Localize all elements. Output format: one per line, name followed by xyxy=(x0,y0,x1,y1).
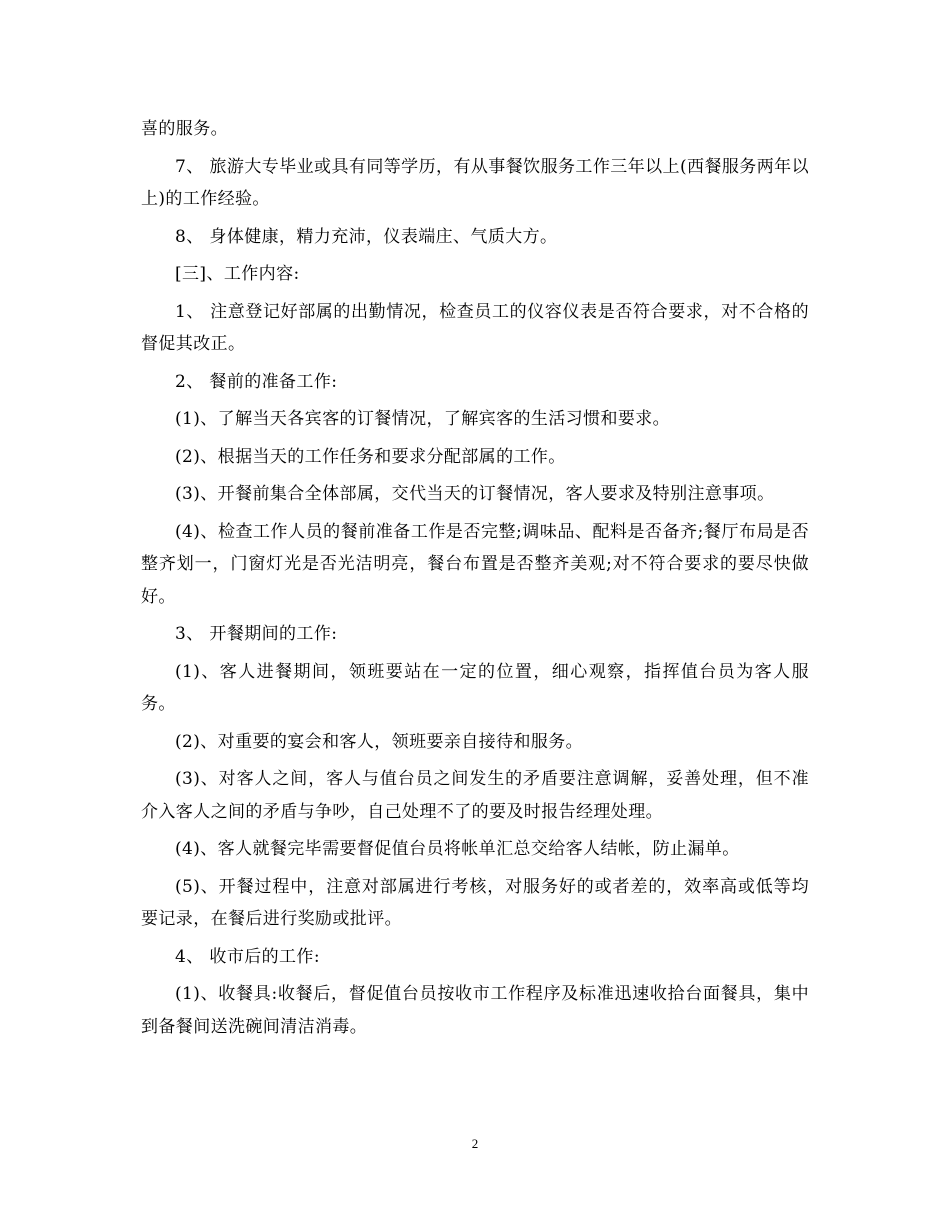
paragraph: (5)、开餐过程中，注意对部属进行考核，对服务好的或者差的，效率高或低等均要记录，在餐后进行奖励或批评。 xyxy=(141,876,809,929)
paragraph: 7、 旅游大专毕业或具有同等学历，有从事餐饮服务工作三年以上(西餐服务两年以上)的工作经验。 xyxy=(141,156,809,209)
paragraph: (4)、客人就餐完毕需要督促值台员将帐单汇总交给客人结帐，防止漏单。 xyxy=(175,839,740,859)
paragraph: (1)、客人进餐期间，领班要站在一定的位置，细心观察，指挥值台员为客人服务。 xyxy=(141,661,809,714)
page-number: 2 xyxy=(471,1136,479,1151)
paragraph: (3)、开餐前集合全体部属，交代当天的订餐情况，客人要求及特别注意事项。 xyxy=(175,484,775,504)
paragraph: (1)、了解当天各宾客的订餐情况，了解宾客的生活习惯和要求。 xyxy=(175,409,671,429)
paragraph: (2)、对重要的宴会和客人，领班要亲自接待和服务。 xyxy=(175,731,584,752)
paragraph: (4)、检查工作人员的餐前准备工作是否完整;调味品、配料是否备齐;餐厅布局是否整齐划一，门窗灯光是否光洁明亮，餐台布置是否整齐美观;对不符合要求的要尽快做好。 xyxy=(141,521,809,607)
paragraph: 1、 注意登记好部属的出勤情况，检查员工的仪容仪表是否符合要求，对不合格的督促其改正。 xyxy=(141,301,809,354)
paragraph: (2)、根据当天的工作任务和要求分配部属的工作。 xyxy=(175,446,566,467)
paragraph: (1)、收餐具:收餐后，督促值台员按收市工作程序及标准迅速收拾台面餐具，集中到备餐间送洗碗间清洁消毒。 xyxy=(141,984,809,1037)
paragraph: 3、 开餐期间的工作: xyxy=(175,624,338,644)
paragraph: 2、 餐前的准备工作: xyxy=(175,371,338,392)
paragraph: 4、 收市后的工作: xyxy=(175,946,320,967)
paragraph: 8、 身体健康，精力充沛，仪表端庄、气质大方。 xyxy=(175,226,558,247)
paragraph: (3)、对客人之间，客人与值台员之间发生的矛盾要注意调解，妥善处理，但不准介入客人之间的矛盾与争吵，自己处理不了的要及时报告经理处理。 xyxy=(141,769,809,822)
paragraph: 喜的服务。 xyxy=(141,119,228,139)
document-body xyxy=(141,113,809,1048)
section-heading: [三]、工作内容: xyxy=(175,264,300,284)
